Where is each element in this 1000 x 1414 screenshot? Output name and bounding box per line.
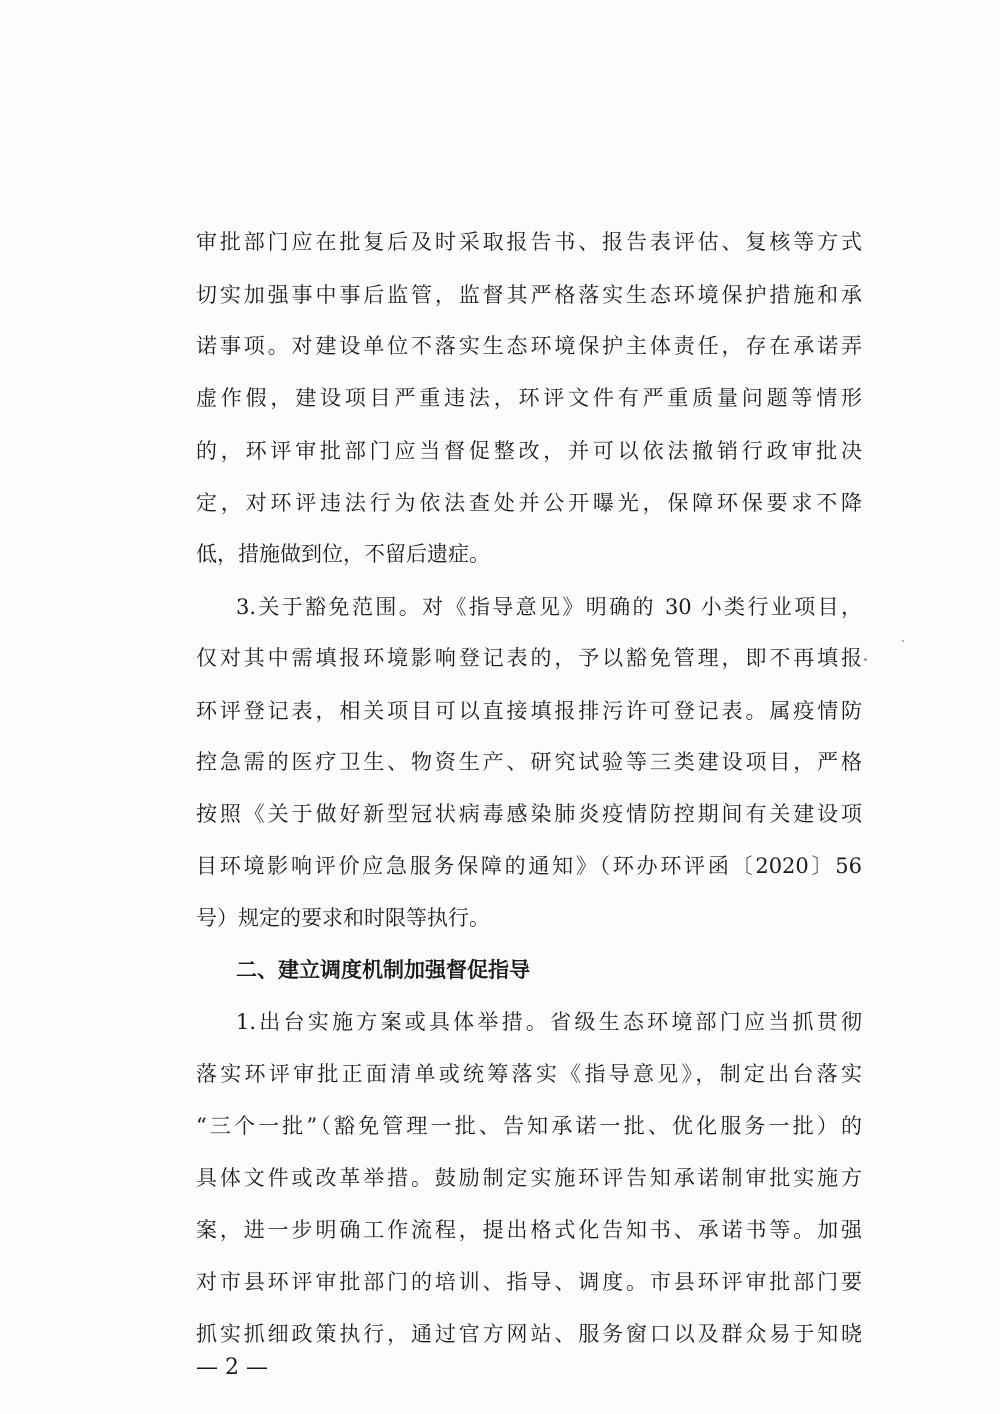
body-line: 审批部门应在批复后及时采取报告书、报告表评估、复核等方式 — [196, 230, 862, 254]
body-line: 诺事项。对建设单位不落实生态环境保护主体责任，存在承诺弄 — [196, 334, 862, 358]
body-line: 虚作假，建设项目严重违法，环评文件有严重质量问题等情形 — [196, 386, 862, 410]
body-line: 落实环评审批正面清单或统筹落实《指导意见》，制定出台落实 — [196, 1062, 862, 1086]
body-line: 环评登记表，相关项目可以直接填报排污许可登记表。属疫情防 — [196, 699, 862, 723]
section-heading: 二、建立调度机制加强督促指导 — [236, 958, 530, 982]
body-line: 对市县环评审批部门的培训、指导、调度。市县环评审批部门要 — [196, 1270, 862, 1294]
body-line: 抓实抓细政策执行，通过官方网站、服务窗口以及群众易于知晓 — [196, 1322, 862, 1346]
scan-speck — [902, 640, 904, 642]
scan-speck — [864, 658, 867, 661]
body-line: 的，环评审批部门应当督促整改，并可以依法撤销行政审批决 — [196, 439, 862, 463]
body-line: 按照《关于做好新型冠状病毒感染肺炎疫情防控期间有关建设项 — [196, 802, 862, 826]
body-line: 控急需的医疗卫生、物资生产、研究试验等三类建设项目，严格 — [196, 750, 862, 774]
body-line: 仅对其中需填报环境影响登记表的，予以豁免管理，即不再填报 — [196, 646, 862, 670]
body-line: 案，进一步明确工作流程，提出格式化告知书、承诺书等。加强 — [196, 1218, 862, 1242]
body-line: 切实加强事中事后监管，监督其严格落实生态环境保护措施和承 — [196, 283, 862, 307]
body-line: 定，对环评违法行为依法查处并公开曝光，保障环保要求不降 — [196, 491, 862, 515]
body-line: “三个一批”（豁免管理一批、告知承诺一批、优化服务一批）的 — [196, 1114, 862, 1138]
section-item-title-line: 1.出台实施方案或具体举措。省级生态环境部门应当抓贯彻 — [236, 1010, 862, 1034]
body-line: 目环境影响评价应急服务保障的通知》（环办环评函〔2020〕56 — [196, 854, 862, 878]
body-line: 号）规定的要求和时限等执行。 — [196, 906, 490, 930]
body-line: 具体文件或改革举措。鼓励制定实施环评告知承诺制审批实施方 — [196, 1166, 862, 1190]
section-item-title-line: 3.关于豁免范围。对《指导意见》明确的 30 小类行业项目， — [236, 595, 862, 619]
body-line: 低，措施做到位，不留后遗症。 — [196, 542, 490, 566]
page-number: — 2 — — [196, 1355, 268, 1380]
